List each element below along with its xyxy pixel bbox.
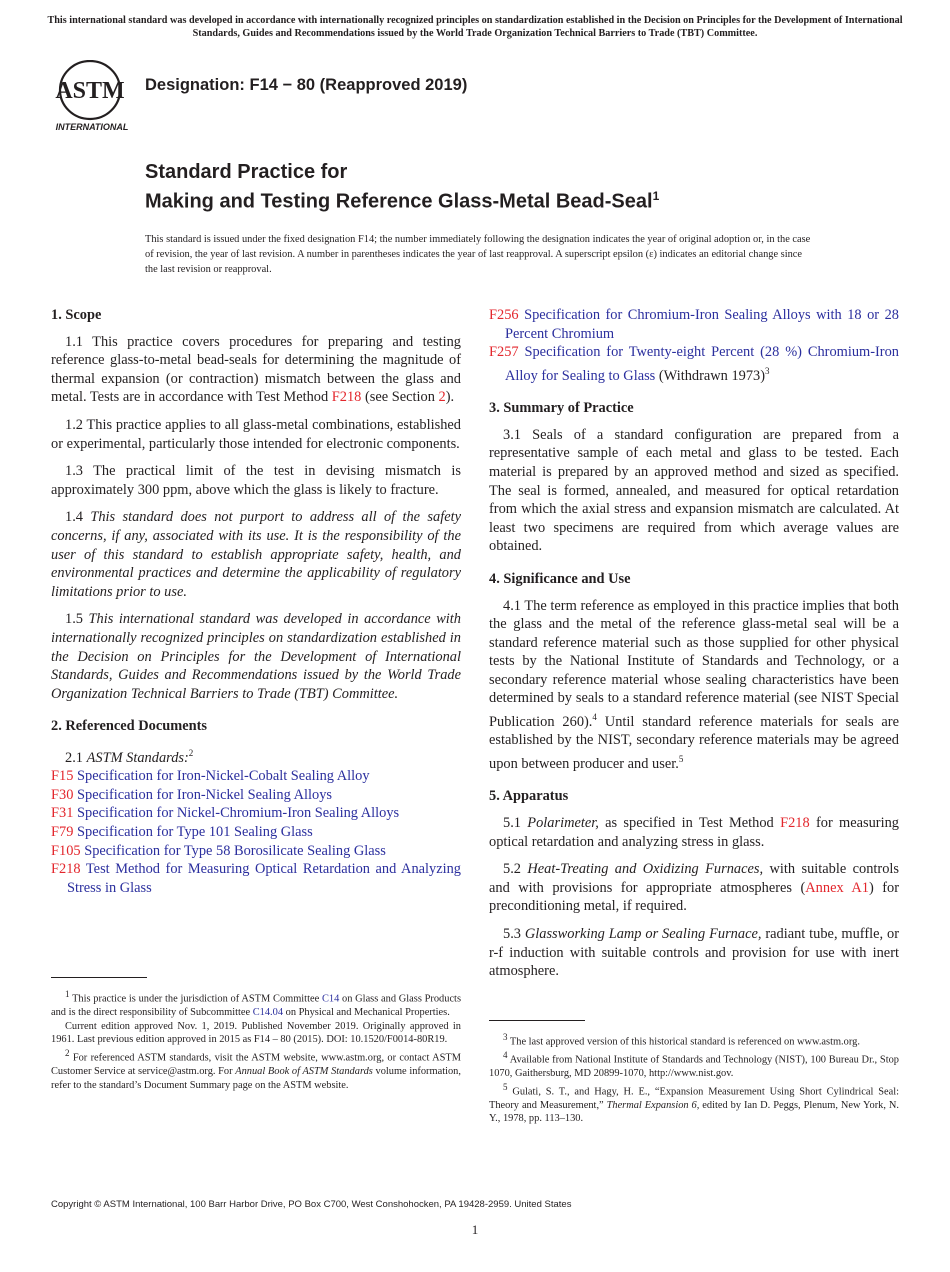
ref-item[interactable]: F15 Specification for Iron-Nickel-Cobalt Sealing Alloy (51, 768, 370, 785)
page-title (145, 160, 905, 214)
link-section-2[interactable]: 2 (438, 389, 446, 406)
footnote-3: $^3$ The last approved version of this historical standard is referenced on www.astm.org. (503, 1032, 860, 1048)
para-1-4: 1.4 This standard does not purport to address all of the safety concerns, if any, associated with its use. It is the responsibility of the user of this standard to establish appropriate safety, health, and environmental practices and determine the applicability of regulatory limitations prior to use. (51, 509, 461, 600)
title-footnote-mark[interactable]: 1 (652, 189, 660, 203)
para-3-1: 3.1 Seals of a standard configuration are prepared from a representative sample of each metal and glass to be tested. Each material is prepared by an approved method and sized as specified. The seal is formed, annealed, and measured for optical retardation from which the axial stress and expansion mismatch are calculated. At least two specimens are required from which average values are obtained. (489, 426, 899, 555)
section-heading-significance: 4. Significance and Use (489, 570, 631, 587)
para-1-3: 1.3 The practical limit of the test in devising mismatch is approximately 300 ppm, above which the glass is likely to fracture. (51, 463, 461, 498)
footnote-5: $^5$ Gulati, S. T., and Hagy, H. E., “Expansion Measurement Using Short Cylindrical Seal: Theory and Measurement,” Thermal Expansion 6, edited by Ian D. Peggs, Plenum, New York, N. Y., 1978, pp. 113–130. (489, 1081, 899, 1125)
link-f218-apparatus[interactable]: F218 (780, 815, 810, 832)
link-c14-04[interactable]: C14.04 (252, 1007, 284, 1019)
ref-item[interactable]: F30 Specification for Iron-Nickel Sealing Alloys (51, 786, 332, 803)
footnote-1: $^1$ This practice is under the jurisdiction of ASTM Committee C14 on Glass and Glass Products and is the direct responsibility of Subcommittee C14.04 on Physical and Mechanical Properties. (51, 989, 461, 1019)
issued-note: This standard is issued under the fixed designation F14; the number immediately following the designation indicates the year of original adoption or, in the case of revision, the year of last revision. A number in parentheses indicates the year of last reapproval. A superscript epsilon (ε) indicates an editorial change since the last revision or reapproval. (145, 234, 811, 275)
footnotes-left (51, 988, 461, 1092)
designation: Designation: F14 − 80 (Reapproved 2019) (145, 76, 468, 94)
ref-item[interactable]: F218 Test Method for Measuring Optical Retardation and Analyzing Stress in Glass (51, 861, 462, 896)
ref-item[interactable]: F105 Specification for Type 58 Borosilicate Sealing Glass (51, 842, 386, 859)
footnote-2: $^2$ For referenced ASTM standards, visit the ASTM website, www.astm.org, or contact ASTM Customer Service at service@astm.org. For Annual Book of ASTM Standards volume information, refer to the standard’s Document Summary page on the ASTM website. (51, 1047, 461, 1091)
copyright-notice: Copyright © ASTM International, 100 Barr Harbor Drive, PO Box C700, West Conshohocken, PA 19428-2959. United States (51, 1199, 572, 1210)
section-heading-scope: 1. Scope (51, 307, 102, 323)
footnote-divider-left (51, 977, 147, 978)
footnote-divider-right (489, 1020, 585, 1021)
logo-text: ASTM (55, 78, 125, 104)
page-number: 1 (471, 1222, 479, 1237)
para-4-1: 4.1 The term reference as employed in this practice implies that both the glass and the metal of the reference glass-metal seal will be a standard reference material such as those supplied for other physical tests by the National Institute of Standards and Technology, or a secondary reference material whose sealing characteristics have been determined by seals to a standard reference material (see NIST Special Publication 260).$^4$ Until standard reference materials for seals are established by the NIST, secondary reference materials may be agreed upon between producer and user.$^5$ (489, 597, 899, 772)
para-2-1: 2.1 ASTM Standards:$^2$ (65, 747, 194, 766)
link-annex-a1[interactable]: Annex A1 (805, 879, 869, 896)
para-5-1: 5.1 Polarimeter, as specified in Test Method F218 for measuring optical retardation and analyzing stress in glass. (489, 815, 899, 850)
logo-subtext: INTERNATIONAL (55, 122, 129, 132)
title-line-1: Standard Practice for (145, 161, 348, 183)
astm-logo-icon (52, 60, 136, 134)
para-1-5: 1.5 This international standard was developed in accordance with internationally recognized principles on standardization established in the Decision on Principles for the Development of International Standards, Guides and Recommendations issued by the World Trade Organization Technical Barriers to Trade (TBT) Committee. (51, 611, 461, 702)
ref-item[interactable]: F31 Specification for Nickel-Chromium-Iron Sealing Alloys (51, 805, 400, 822)
left-column (51, 306, 461, 897)
ref-item[interactable]: F257 Specification for Twenty-eight Percent (28 %) Chromium-Iron Alloy for Sealing to Glass (Withdrawn 1973)$^3$ (489, 344, 899, 384)
para-5-2: 5.2 Heat-Treating and Oxidizing Furnaces, with suitable controls and with provisions for appropriate atmospheres (Annex A1) for preconditioning metal, if required. (489, 861, 899, 915)
link-f218[interactable]: F218 (331, 389, 362, 406)
top-note: This international standard was developed in accordance with internationally recognized principles on standardization established in the Decision on Principles for the Development of International Standards, Guides and Recommendations issued by the World Trade Organization Technical Barriers to Trade (TBT) Committee. (47, 15, 903, 39)
para-1-2: 1.2 This practice applies to all glass-metal combinations, established or experimental, particularly those intended for electronic components. (51, 416, 461, 452)
section-heading-apparatus: 5. Apparatus (489, 788, 569, 805)
para-5-3: 5.3 Glassworking Lamp or Sealing Furnace, radiant tube, muffle, or r-f induction with suitable controls and provision for use with inert atmosphere. (489, 926, 899, 980)
para-1-1: 1.1 This practice covers procedures for preparing and testing reference glass-to-metal bead-seals for determining the magnitude of thermal expansion (or contraction) mismatch between the glass and metal. Tests are in accordance with Test Method F218 (see Section 2). (51, 333, 461, 406)
ref-item[interactable]: F256 Specification for Chromium-Iron Sealing Alloys with 18 or 28 Percent Chromium (489, 307, 899, 342)
right-column (489, 306, 899, 990)
link-c14[interactable]: C14 (321, 993, 340, 1005)
section-heading-referenced: 2. Referenced Documents (51, 718, 207, 735)
title-line-2: Making and Testing Reference Glass-Metal Bead-Seal (145, 190, 653, 213)
footnote-4: $^4$ Available from National Institute of Standards and Technology (NIST), 100 Bureau Dr., Stop 1070, Gaithersburg, MD 20899-1070, http://www.nist.gov. (489, 1050, 899, 1080)
section-heading-summary: 3. Summary of Practice (489, 400, 634, 417)
footnote-1-edition: Current edition approved Nov. 1, 2019. Published November 2019. Originally approved in 1961. Last previous edition approved in 2015 as F14 – 80 (2015). DOI: 10.1520/F0014-80R19. (51, 1020, 461, 1046)
ref-item[interactable]: F79 Specification for Type 101 Sealing Glass (51, 824, 313, 841)
footnotes-right (489, 1031, 899, 1126)
